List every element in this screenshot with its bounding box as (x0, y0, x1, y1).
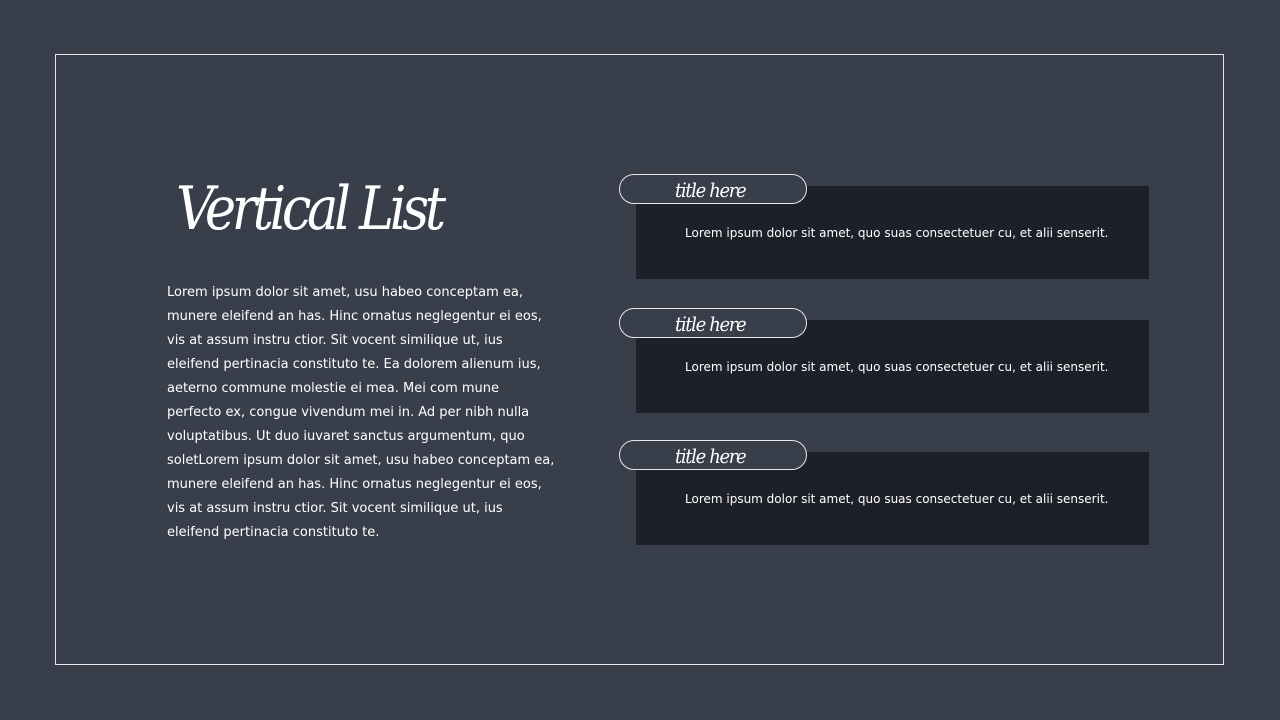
list-item (619, 440, 1149, 546)
list-item-title-pill (619, 440, 807, 470)
list-item-text: Lorem ipsum dolor sit amet, quo suas consectetuer cu, et alii senserit. (685, 491, 1109, 506)
slide-title: Vertical List (176, 174, 442, 244)
list-item-title-pill (619, 308, 807, 338)
body-paragraph: Lorem ipsum dolor sit amet, usu habeo conceptam ea, munere eleifend an has. Hinc ornatus neglegentur ei eos, vis at assum instru ctior. Sit vocent similique ut, ius eleifend pertinacia constituto te. Ea dolorem alienum ius, aeterno commune molestie ei mea. Mei com mune perfecto ex, congue vivendum mei in. Ad per nibh nulla voluptatibus. Ut duo iuvaret sanctus argumentum, quo soletLorem ipsum dolor sit amet, usu habeo conceptam ea, munere eleifend an has. Hinc ornatus neglegentur ei eos, vis at assum instru ctior. Sit vocent similique ut, ius eleifend pertinacia constituto te. (167, 285, 555, 540)
list-item-title: title here (675, 178, 746, 202)
list-item-title: title here (675, 444, 746, 468)
list-item (619, 308, 1149, 414)
list-item-title: title here (675, 312, 746, 336)
list-item-title-pill (619, 174, 807, 204)
list-item-text: Lorem ipsum dolor sit amet, quo suas consectetuer cu, et alii senserit. (685, 225, 1109, 240)
list-item (619, 174, 1149, 280)
list-item-text: Lorem ipsum dolor sit amet, quo suas consectetuer cu, et alii senserit. (685, 359, 1109, 374)
